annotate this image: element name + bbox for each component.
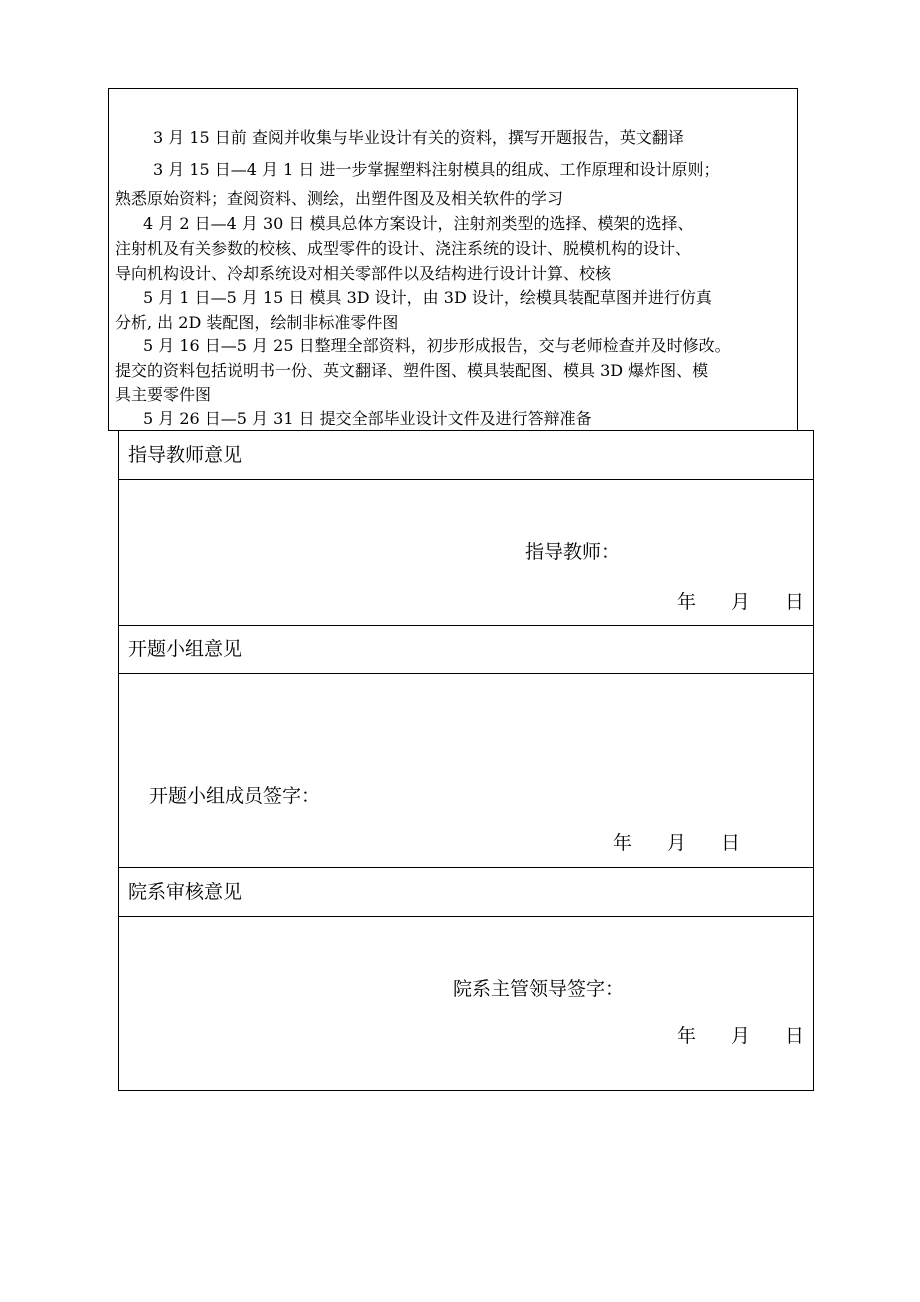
group-heading-row: [119, 626, 813, 674]
department-heading: 院系审核意见: [128, 881, 243, 903]
department-date-day: 日: [785, 1025, 805, 1047]
schedule-line: 3 月 15 日前 查阅并收集与毕业设计有关的资料，撰写开题报告，英文翻译: [153, 128, 684, 147]
schedule-line: 4 月 2 日—4 月 30 日 模具总体方案设计，注射剂类型的选择、模架的选择、: [143, 214, 694, 233]
department-date-year: 年: [677, 1025, 697, 1047]
department-opinion-area[interactable]: [119, 917, 813, 1090]
department-signature-label: 院系主管领导签字：: [453, 978, 625, 1000]
department-heading-row: [119, 868, 813, 917]
advisor-signature-label: 指导教师：: [525, 541, 621, 563]
schedule-line: 具主要零件图: [115, 385, 212, 404]
group-date-year: 年: [613, 832, 633, 854]
advisor-heading: 指导教师意见: [128, 444, 243, 466]
group-signature-label: 开题小组成员签字：: [149, 785, 321, 807]
schedule-line: 5 月 26 日—5 月 31 日 提交全部毕业设计文件及进行答辩准备: [143, 409, 592, 428]
advisor-date-year: 年: [677, 591, 697, 613]
schedule-line: 熟悉原始资料；查阅资料、测绘，出塑件图及及相关软件的学习: [115, 189, 564, 208]
schedule-line: 5 月 16 日—5 月 25 日整理全部资料，初步形成报告，交与老师检查并及时修改。: [143, 336, 731, 355]
schedule-line: 5 月 1 日—5 月 15 日 模具 3D 设计，由 3D 设计，绘模具装配草图并进行仿真: [143, 288, 712, 307]
schedule-line: 分析, 出 2D 装配图，绘制非标准零件图: [115, 313, 399, 332]
advisor-heading-row: [119, 431, 813, 480]
schedule-section: [108, 88, 798, 431]
advisor-date-day: 日: [785, 591, 805, 613]
group-date-month: 月: [667, 832, 687, 854]
group-opinion-area[interactable]: [119, 674, 813, 868]
department-date-month: 月: [731, 1025, 751, 1047]
schedule-line: 导向机构设计、冷却系统设对相关零部件以及结构进行设计计算、校核: [115, 264, 612, 283]
schedule-line: 注射机及有关参数的校核、成型零件的设计、浇注系统的设计、脱模机构的设计、: [115, 239, 692, 258]
advisor-date-month: 月: [731, 591, 751, 613]
group-heading: 开题小组意见: [128, 638, 243, 660]
advisor-opinion-area[interactable]: [119, 480, 813, 626]
schedule-line: 3 月 15 日—4 月 1 日 进一步掌握塑料注射模具的组成、工作原理和设计原则；: [153, 160, 720, 179]
opinion-table: [118, 430, 814, 1091]
group-date-day: 日: [721, 832, 741, 854]
schedule-line: 提交的资料包括说明书一份、英文翻译、塑件图、模具装配图、模具 3D 爆炸图、模: [115, 361, 709, 380]
